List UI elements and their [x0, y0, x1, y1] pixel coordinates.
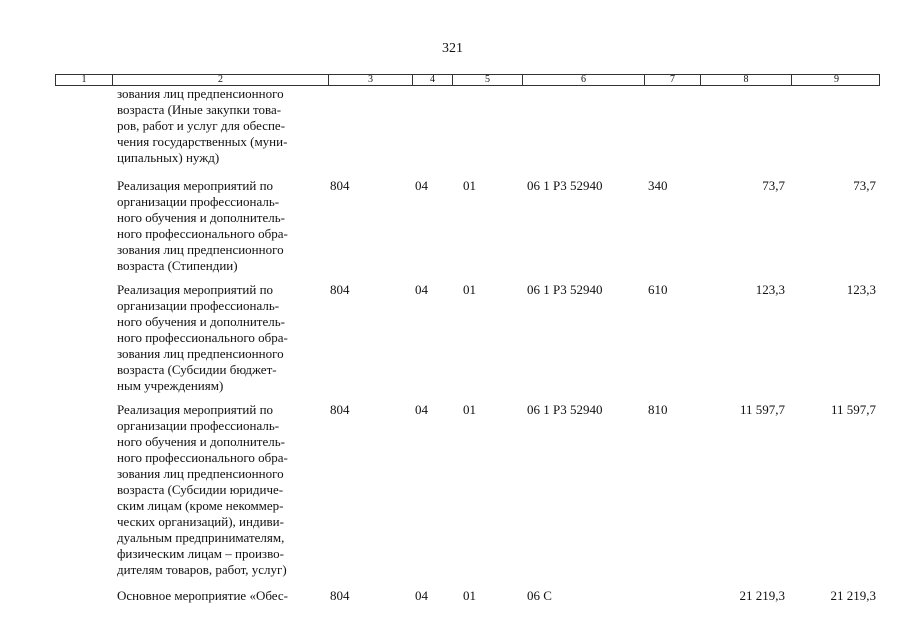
row-code-6: 06 1 P3 52940: [527, 282, 603, 297]
row-code-3: 804: [330, 402, 350, 417]
row-description: Основное мероприятие «Обес-: [117, 588, 288, 603]
row-value-9: 73,7: [853, 178, 876, 193]
table-row: [0, 86, 905, 178]
row-value-8: 73,7: [762, 178, 785, 193]
row-code-4: 04: [415, 178, 428, 193]
row-description: зования лиц предпенсионного возраста (Иные закупки това- ров, работ и услуг для обеспе- чения государственных (муни- ципальных) нужд): [117, 86, 288, 165]
row-code-6: 06 1 P3 52940: [527, 402, 603, 417]
table-body: [0, 86, 905, 608]
row-value-9: 123,3: [846, 282, 876, 297]
row-code-5: 01: [463, 402, 476, 417]
column-header-6: 6: [522, 75, 644, 85]
row-code-5: 01: [463, 588, 476, 603]
column-header-3: 3: [328, 75, 412, 85]
column-header-7: 7: [644, 75, 700, 85]
table-header: [55, 74, 880, 86]
column-header-9: 9: [791, 75, 881, 85]
row-code-7: 340: [648, 178, 668, 193]
table-row: [0, 588, 905, 608]
row-code-6: 06 С: [527, 588, 552, 603]
page-number: 321: [442, 41, 463, 56]
column-header-1: 1: [81, 74, 87, 85]
row-code-3: 804: [330, 282, 350, 297]
column-header-4: 4: [412, 75, 452, 85]
column-header-8: 8: [700, 75, 791, 85]
row-value-9: 11 597,7: [830, 402, 876, 417]
row-code-4: 04: [415, 402, 428, 417]
column-header-2: 2: [112, 75, 328, 85]
row-code-6: 06 1 P3 52940: [527, 178, 603, 193]
row-code-7: 810: [648, 402, 668, 417]
row-code-5: 01: [463, 282, 476, 297]
row-code-7: 610: [648, 282, 668, 297]
row-description: Реализация мероприятий по организации профессиональ- ного обучения и дополнитель- ного профессионального обра- зования лиц предпенсионного возраста (Стипендии): [117, 178, 288, 273]
table-row: [0, 282, 905, 402]
row-code-4: 04: [415, 588, 428, 603]
row-description: Реализация мероприятий по организации профессиональ- ного обучения и дополнитель- ного профессионального обра- зования лиц предпенсионного возраста (Субсидии бюджет- ным учреждениям): [117, 282, 288, 393]
row-code-5: 01: [463, 178, 476, 193]
table-row: [0, 178, 905, 282]
row-code-3: 804: [330, 588, 350, 603]
row-value-8: 21 219,3: [739, 588, 785, 603]
row-code-4: 04: [415, 282, 428, 297]
row-value-9: 21 219,3: [830, 588, 876, 603]
row-value-8: 123,3: [755, 282, 785, 297]
column-header-5: 5: [452, 75, 522, 85]
row-description: Реализация мероприятий по организации профессиональ- ного обучения и дополнитель- ного профессионального обра- зования лиц предпенсионного возраста (Субсидии юридиче- ским лицам (кроме некоммер- ческих организаций), индиви- дуальным предпринимателям, физическим лицам – произво- дителям товаров, работ, услуг): [117, 402, 288, 577]
row-code-3: 804: [330, 178, 350, 193]
table-row: [0, 402, 905, 588]
row-value-8: 11 597,7: [739, 402, 785, 417]
